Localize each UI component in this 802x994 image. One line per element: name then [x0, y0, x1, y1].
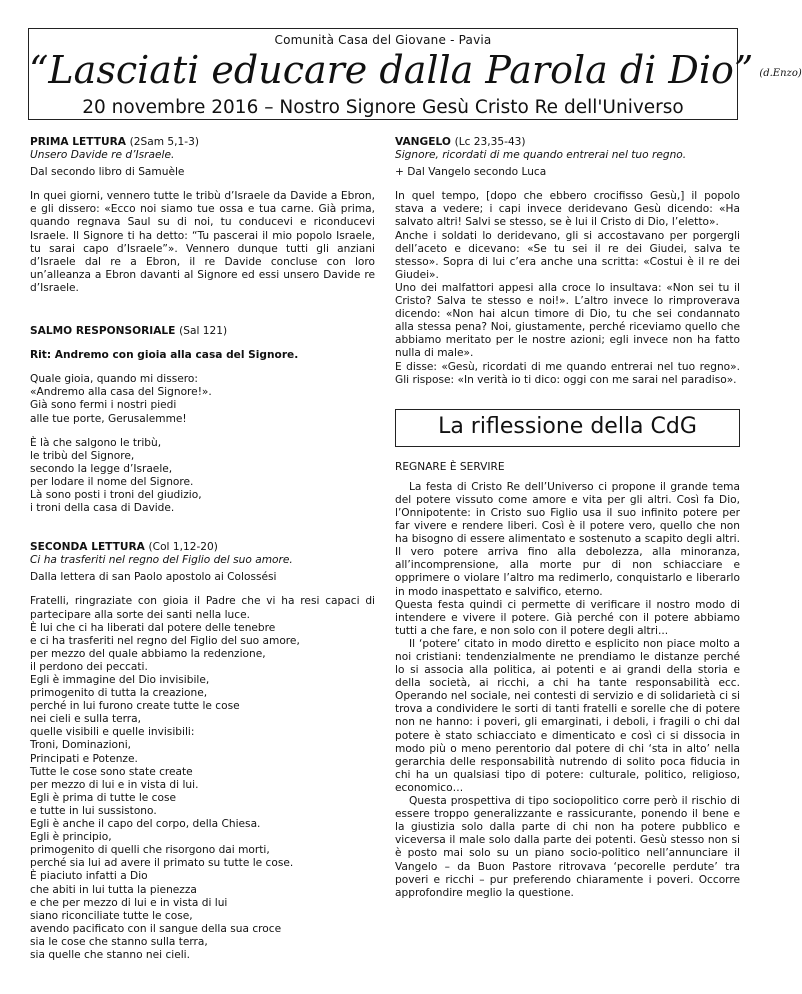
poem-line: primogenito di tutta la creazione,: [30, 687, 208, 700]
date-line: 20 novembre 2016 – Nostro Signore Gesù Cristo Re dell'Universo: [82, 96, 684, 118]
gospel-paragraph: Uno dei malfattori appesi alla croce lo insultava: «Non sei tu il Cristo? Salva te stesso e noi!». L’altro invece lo rimproverava dicendo: «Non hai alcun timore di Dio, tu che sei condannato alla stessa pena? Noi, giustamente, perché riceviamo quello che abbiamo meritato per le nostre azioni; egli invece non ha fatto nulla di male».: [395, 281, 740, 360]
gospel-paragraph: E disse: «Gesù, ricordati di me quando entrerai nel tuo regno». Gli rispose: «In verità io ti dico: oggi con me sarai nel paradiso».: [395, 360, 740, 386]
first-reading-subtitle: Unsero Davide re d’Israele.: [30, 149, 175, 162]
psalm-stanza-1: [30, 373, 375, 425]
poem-line: Egli è principio,: [30, 831, 112, 844]
poem-line: Là sono posti i troni del giudizio,: [30, 488, 202, 501]
poem-line: quelle visibili e quelle invisibili:: [30, 726, 195, 739]
author: (d.Enzo): [759, 67, 802, 79]
poem-line: sia le cose che stanno sulla terra,: [30, 935, 208, 948]
second-reading-label: SECONDA LETTURA: [30, 541, 145, 554]
poem-line: Già sono fermi i nostri piedi: [30, 399, 177, 412]
psalm-refrain: Rit: Andremo con gioia alla casa del Signore.: [30, 349, 299, 362]
poem-line: Egli è prima di tutte le cose: [30, 791, 177, 804]
right-column: [395, 136, 740, 900]
first-reading-source: Dal secondo libro di Samuèle: [30, 166, 185, 179]
reflection-paragraph: La festa di Cristo Re dell’Universo ci propone il grande tema del potere vissuto come amore e vita per gli altri. Così fa Dio, l’Onnipotente: in Cristo suo Figlio usa il suo infinito potere per far vivere e rendere liberi. Così è il potere vero, quello che non ha bisogno di essere alimentato e sostenuto a scapito degli altri. Il vero potere arriva fino alla debolezza, alla minoranza, all’incomprensione, alla morte pur di non schiacciare e opprimere o violare l’altro ma redimerlo, conquistarlo e liberarlo in modo inaspettato e salvifico, eterno.: [395, 480, 740, 598]
poem-line: perché in lui furono create tutte le cose: [30, 700, 240, 713]
poem-line: «Andremo alla casa del Signore!».: [30, 386, 212, 399]
poem-line: nei cieli e sulla terra,: [30, 713, 142, 726]
second-reading-subtitle: Ci ha trasferiti nel regno del Figlio del suo amore.: [30, 554, 293, 567]
poem-line: il perdono dei peccati.: [30, 660, 148, 673]
poem-line: per lodare il nome del Signore.: [30, 475, 194, 488]
reflection-box-title: La riflessione della CdG: [395, 409, 740, 447]
poem-line: Egli è anche il capo del corpo, della Chiesa.: [30, 818, 261, 831]
title-text: “Lasciati educare dalla Parola di Dio”: [29, 48, 754, 92]
poem-line: Principati e Potenze.: [30, 752, 138, 765]
gospel-paragraph: Anche i soldati lo deridevano, gli si accostavano per porgergli dell’aceto e dicevano: «Se tu sei il re dei Giudei, salva te stesso». Sopra di lui c’era anche una scritta: «Costui è il re dei Giudei».: [395, 229, 740, 281]
poem-line: le tribù del Signore,: [30, 449, 135, 462]
poem-line: Tutte le cose sono state create: [30, 765, 193, 778]
reflection-paragraph: Questa festa quindi ci permette di verificare il nostro modo di intendere e vivere il potere. Già perché con il potere abbiamo tutti a che fare, e non solo con il potere degli altri...: [395, 598, 740, 637]
psalm-stanza-2: [30, 437, 375, 516]
psalm-ref: (Sal 121): [179, 325, 228, 338]
poem-line: i troni della casa di Davide.: [30, 502, 175, 515]
poem-line: e ci ha trasferiti nel regno del Figlio del suo amore,: [30, 634, 300, 647]
poem-line: avendo pacificato con il sangue della sua croce: [30, 922, 282, 935]
poem-line: e che per mezzo di lui e in vista di lui: [30, 896, 228, 909]
gospel-subtitle: Signore, ricordati di me quando entrerai nel tuo regno.: [395, 149, 687, 162]
poem-line: È là che salgono le tribù,: [30, 436, 162, 449]
page-title: [29, 48, 802, 95]
poem-line: primogenito di quelli che risorgono dai morti,: [30, 844, 270, 857]
poem-line: siano riconciliate tutte le cose,: [30, 909, 193, 922]
poem-line: Egli è immagine del Dio invisibile,: [30, 674, 210, 686]
left-column: [30, 136, 375, 962]
poem-line: che abiti in lui tutta la pienezza: [30, 883, 197, 896]
community-name: Comunità Casa del Giovane - Pavia: [274, 33, 492, 47]
second-reading-lines: [30, 622, 375, 962]
first-reading-label: PRIMA LETTURA: [30, 136, 126, 148]
gospel-ref: (Lc 23,35-43): [454, 136, 526, 148]
first-reading-ref: (2Sam 5,1-3): [129, 136, 199, 148]
poem-line: perché sia lui ad avere il primato su tutte le cose.: [30, 857, 294, 870]
reflection-paragraph: Il ‘potere’ citato in modo diretto e esplicito non piace molto a noi cristiani: tendenzialmente ne prendiamo le distanze perché lo si associa alla politica, ai potenti e ai grandi della storia e della società, ai ricchi, a chi ha tante responsabilità ecc. Operando nel sociale, nei contesti di servizio e di solidarietà ci si trova a condividere le sorti di tanti fratelli e sorelle che di potere non ne hanno: i poveri, gli emarginati, i deboli, i fragili o chi dal potere è stato schiacciato e dimenticato e così ci si dissocia in modo più o meno perentorio dal potere di chi ‘sta in alto’ nella gerarchia delle responsabilità nutrendo di solito poca fiducia in chi ha un qualsiasi tipo di potere: culturale, politico, religioso, economico…: [395, 637, 740, 794]
gospel-paragraph: In quel tempo, [dopo che ebbero crocifisso Gesù,] il popolo stava a vedere; i capi invece deridevano Gesù dicendo: «Ha salvato altri! Salvi se stesso, se è lui il Cristo di Dio, l’eletto».: [395, 190, 740, 229]
psalm-heading: [30, 325, 375, 338]
second-reading-heading: [30, 541, 375, 554]
poem-line: sia quelle che stanno nei cieli.: [30, 948, 190, 961]
second-reading-source: Dalla lettera di san Paolo apostolo ai Colossési: [30, 571, 277, 584]
second-reading-ref: (Col 1,12-20): [148, 541, 218, 554]
poem-line: Quale gioia, quando mi dissero:: [30, 373, 198, 386]
reflection-title: REGNARE È SERVIRE: [395, 460, 505, 473]
poem-line: e tutte in lui sussistono.: [30, 804, 157, 817]
poem-line: secondo la legge d’Israele,: [30, 462, 173, 475]
first-reading-heading: [30, 136, 375, 149]
poem-line: per mezzo del quale abbiamo la redenzione,: [30, 647, 266, 660]
second-reading-intro: Fratelli, ringraziate con gioia il Padre che vi ha resi capaci di partecipare alla sorte dei santi nella luce.: [30, 595, 375, 621]
poem-line: È lui che ci ha liberati dal potere delle tenebre: [30, 621, 276, 634]
psalm-label: SALMO RESPONSORIALE: [30, 325, 176, 338]
gospel-label: VANGELO: [395, 136, 451, 148]
gospel-heading: [395, 136, 740, 149]
poem-line: per mezzo di lui e in vista di lui.: [30, 778, 199, 791]
gospel-source: + Dal Vangelo secondo Luca: [395, 166, 547, 179]
poem-line: Troni, Dominazioni,: [30, 739, 132, 752]
poem-line: alle tue porte, Gerusalemme!: [30, 412, 187, 425]
first-reading-text: In quei giorni, vennero tutte le tribù d’Israele da Davide a Ebron, e gli dissero: «Ecco noi siamo tue ossa e tua carne. Già prima, quando regnava Saul su di noi, tu conducevi e riconducevi Israele. Il Signore ti ha detto: “Tu pascerai il mio popolo Israele, tu sarai capo d’Israele”». Vennero dunque tutti gli anziani d’Israele dal re a Ebron, il re Davide concluse con loro un’alleanza a Ebron davanti al Signore ed essi unsero Davide re d’Israele.: [30, 190, 375, 294]
poem-line: È piaciuto infatti a Dio: [30, 870, 148, 883]
header-box: [28, 28, 802, 120]
reflection-paragraph: Questa prospettiva di tipo sociopolitico corre però il rischio di essere troppo generalizzante e rassicurante, ponendo il bene e la giustizia solo dalla parte di chi non ha potere pubblico e viceversa il male solo dalla parte dei potenti. Gesù stesso non si è posto mai solo su un piano socio-politico nell’annunciare il Vangelo – da Buon Pastore ritrovava ‘pecorelle perdute’ tra poveri e ricchi – pur preferendo chiaramente i poveri. Occorre approfondire meglio la questione.: [395, 795, 740, 899]
